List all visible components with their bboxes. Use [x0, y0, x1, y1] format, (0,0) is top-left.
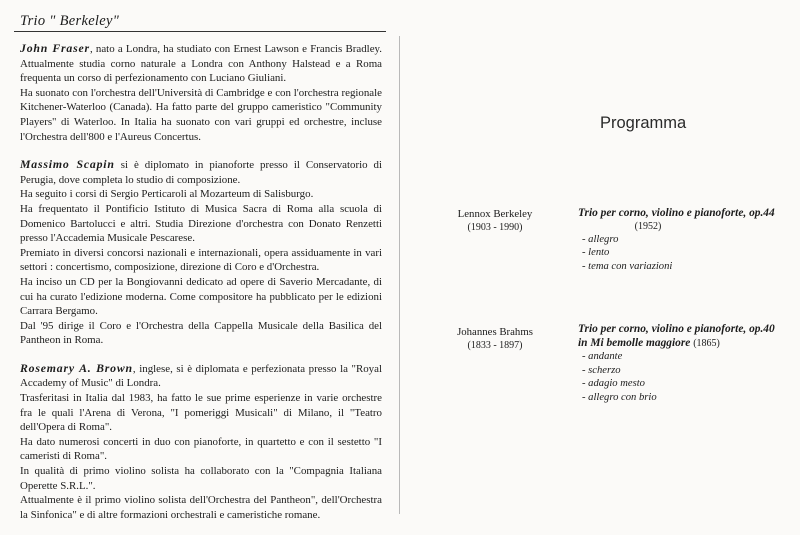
bio-paragraph: Ha seguito i corsi di Sergio Perticaroli al Mozarteum di Salisburgo. [20, 188, 314, 201]
title-underline [14, 31, 386, 32]
bio-paragraph: Ha dato numerosi concerti in duo con pianoforte, in quartetto e con il sestetto "I cameristi di Roma". [20, 435, 382, 463]
program-title: Programma [600, 114, 687, 132]
bio-paragraph: Attualmente è il primo violino solista dell'Orchestra del Pantheon", dell'Orchestra la Sinfonica" e di altre formazioni orchestrali e cameristiche romane. [20, 494, 382, 521]
composer-brahms [420, 326, 570, 352]
bio-paragraph: Ha frequentato il Pontificio Istituto di Musica Sacra di Roma alla scuola di Domenico Bartolucci e altri. Studia Direzione d'orchestra con Donato Renzetti presso l'Accademia Musicale Pescarese. [20, 202, 382, 245]
bio-paragraph: Trasferitasi in Italia dal 1983, ha fatto le sue prime esperienze in varie orchestre fra le quali l'Arena di Verona, "I pomeriggi Musicali" di Milano, il "Teatro dell'Opera di Roma". [20, 392, 382, 434]
page-title: Trio " Berkeley" [20, 13, 120, 29]
work-brahms [578, 323, 775, 404]
movement: - tema con variazioni [582, 260, 673, 272]
musician-name: Massimo Scapin [20, 157, 115, 172]
bio-paragraph: Premiato in diversi concorsi nazionali e internazionali, opera assiduamente in vari settori : concertismo, composizione, direzione di Coro e d'Orchestra. [20, 246, 382, 274]
work-title: Trio per corno, violino e pianoforte, op.44 [578, 207, 775, 219]
movement: - allegro con brio [582, 391, 657, 403]
bio-paragraph: Dal '95 dirige il Coro e l'Orchestra della Cappella Musicale della Basilica del Pantheon in Roma. [20, 319, 382, 347]
work-berkeley [578, 207, 775, 273]
bio-fraser [20, 41, 382, 144]
bio-paragraph: John Fraser, nato a Londra, ha studiato con Ernest Lawson e Francis Bradley. Attualmente studia corno naturale a Londra con Anthony Halstead e a Roma frequenta un corso di perfezionamento con Luciano Giuliani. [20, 41, 382, 85]
bio-paragraph: Ha inciso un CD per la Bongiovanni dedicato ad opere di Saverio Mercadante, di cui ha curato l'edizione moderna. Come compositore ha pubblicato per le edizioni Carrara Bergamo. [20, 275, 382, 318]
composer-name: Lennox Berkeley [457, 208, 533, 220]
bio-paragraph: Rosemary A. Brown, inglese, si è diplomata e perfezionata presso la "Royal Accademy of Music" di Londra. [20, 360, 382, 390]
musician-name: Rosemary A. Brown [20, 360, 133, 375]
bio-paragraph: Massimo Scapin si è diplomato in pianoforte presso il Conservatorio di Perugia, dove completa lo studio di composizione. [20, 157, 382, 186]
bio-paragraph: In qualità di primo violino solista ha collaborato con la "Compagnia Italiana Operette S.R.L.". [20, 465, 382, 492]
musician-name: John Fraser [20, 41, 90, 55]
biographies [20, 41, 382, 535]
movement: - lento [582, 247, 610, 259]
composer-dates: (1833 - 1897) [467, 340, 523, 351]
composer-dates: (1903 - 1990) [467, 222, 523, 233]
work-title-key: in Mi bemolle maggiore (1865) [578, 336, 720, 349]
movement: - adagio mesto [582, 378, 645, 390]
bio-paragraph: Ha suonato con l'orchestra dell'Università di Cambridge e con l'orchestra regionale Kitchener-Waterloo (Canada). Ha fatto parte del gruppo cameristico "Community Players" di Waterloo. In Italia ha suonato con vari gruppi ed orchestre, incluse l'Orchestra dell'800 e l'Aureus Concertus. [20, 86, 382, 143]
fold-line [399, 36, 400, 514]
work-year: (1952) [634, 220, 662, 232]
movement: - allegro [582, 233, 619, 245]
composer-name: Johannes Brahms [457, 326, 533, 338]
bio-brown [20, 361, 382, 523]
movement: - scherzo [582, 364, 621, 376]
work-year: (1865) [693, 337, 720, 349]
work-title: Trio per corno, violino e pianoforte, op.40 [578, 323, 775, 335]
composer-berkeley [420, 208, 570, 234]
bio-scapin [20, 157, 382, 348]
movement: - andante [582, 351, 623, 362]
